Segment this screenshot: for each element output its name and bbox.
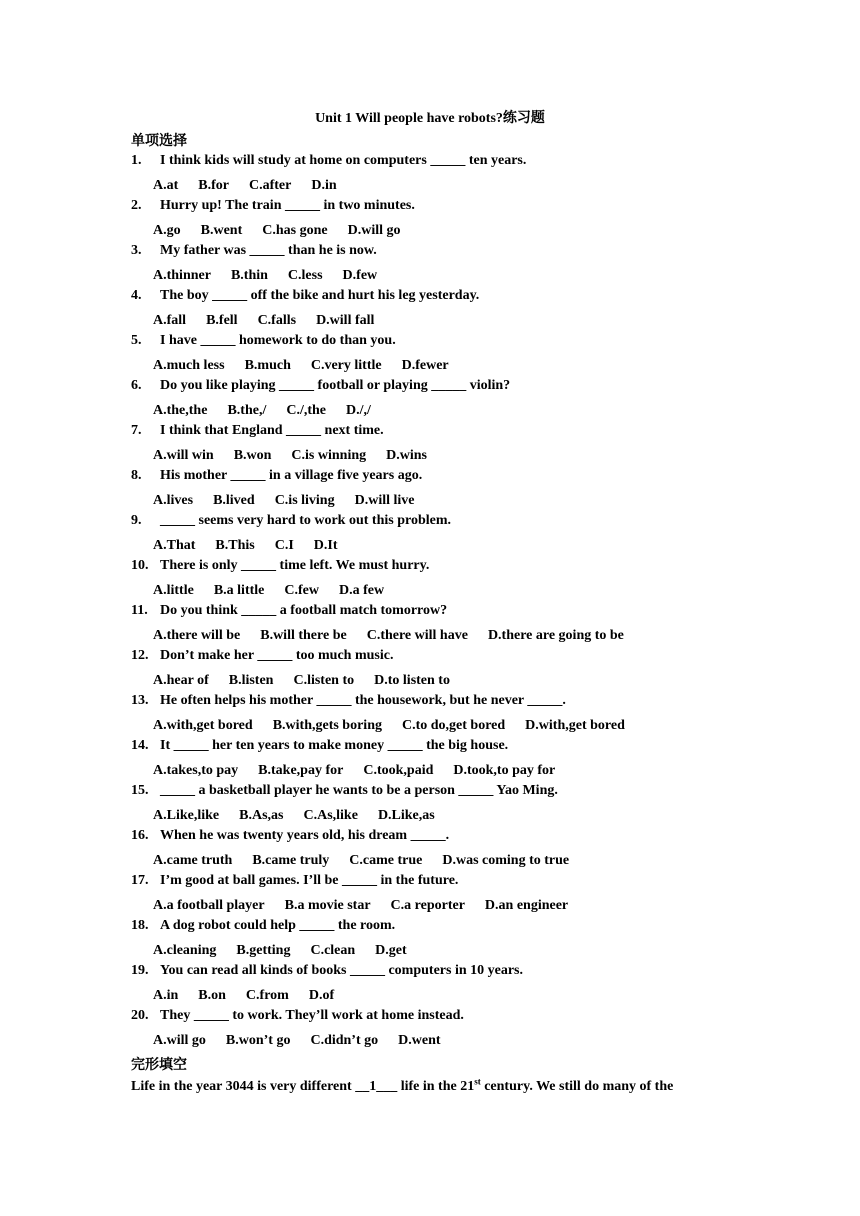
answer-option: D.was coming to true [442,853,570,868]
answer-option: B.won’t go [225,1033,291,1048]
question-stem [131,1007,464,1025]
answer-option: D.in [311,178,337,193]
question-item [131,557,771,602]
answer-option: B.went [200,223,243,238]
question-item [131,692,771,737]
answer-option: A.with,get bored [153,718,253,733]
answer-options [153,672,470,690]
answer-option: C.very little [310,358,382,373]
question-item [131,872,771,917]
answer-option: A.lives [153,493,194,508]
answer-options [153,177,357,195]
question-item [131,377,771,422]
answer-option: C.came true [349,853,423,868]
question-text: I think that England _____ next time. [160,423,384,438]
question-number: 1. [131,153,142,168]
answer-option: B.with,gets boring [272,718,382,733]
question-text: You can read all kinds of books _____ computers in 10 years. [160,963,524,978]
answer-option: A.fall [153,313,187,328]
answer-option: B.for [198,178,229,193]
cloze-passage [131,1078,673,1096]
question-stem [131,287,479,305]
question-stem [131,467,422,485]
question-stem [131,377,510,395]
answer-option: B.much [244,358,291,373]
question-text: My father was _____ than he is now. [160,243,377,258]
answer-option: D.Like,as [377,808,435,823]
question-text: Don’t make her _____ too much music. [160,648,394,663]
question-item [131,422,771,467]
answer-options [153,582,404,600]
answer-option: B.came truly [252,853,330,868]
answer-option: D.there are going to be [487,628,624,643]
answer-option: D.fewer [401,358,449,373]
question-item [131,287,771,332]
answer-options [153,717,645,735]
question-item [131,827,771,872]
answer-option: A.cleaning [153,943,217,958]
answer-option: D./,/ [346,403,371,418]
question-number: 20. [131,1008,149,1023]
answer-option: C.less [287,268,323,283]
section-heading-multiple-choice: 单项选择 [131,134,187,149]
answer-option: A.takes,to pay [153,763,239,778]
answer-options [153,267,397,285]
answer-option: D.to listen to [374,673,450,688]
question-list [131,152,771,1052]
answer-option: B.thin [230,268,268,283]
section-heading-cloze: 完形填空 [131,1058,187,1073]
question-stem [131,197,415,215]
question-number: 9. [131,513,142,528]
answer-option: D.wins [386,448,427,463]
answer-option: C./,the [286,403,326,418]
answer-option: C.from [245,988,289,1003]
question-number: 16. [131,828,149,843]
answer-option: D.will fall [316,313,375,328]
question-item [131,917,771,962]
passage-text-part2: century. We still do many of the [480,1079,674,1094]
question-item [131,962,771,1007]
question-text: It _____ her ten years to make money _____ the big house. [160,738,509,753]
answer-option: D.will live [354,493,415,508]
question-stem [131,827,449,845]
question-stem [131,917,395,935]
passage-text-part1: Life in the year 3044 is very different __1___ life in the 21 [131,1079,475,1094]
answer-option: A.Like,like [153,808,220,823]
question-item [131,512,771,557]
question-item [131,467,771,512]
answer-option: A.will go [153,1033,206,1048]
answer-option: C.there will have [366,628,468,643]
answer-option: A.at [153,178,179,193]
answer-option: D.with,get bored [525,718,625,733]
question-stem [131,962,523,980]
answer-options [153,537,358,555]
answer-options [153,942,427,960]
question-item [131,242,771,287]
question-item [131,782,771,827]
question-stem [131,602,447,620]
document-title: Unit 1 Will people have robots?练习题 [315,111,545,126]
answer-option: C.took,paid [363,763,434,778]
answer-option: B.the,/ [227,403,267,418]
question-item [131,152,771,197]
answer-option: D.went [398,1033,441,1048]
question-stem [131,242,377,260]
question-stem [131,422,384,440]
answer-option: B.a movie star [284,898,371,913]
answer-option: A.will win [153,448,214,463]
answer-option: D.get [375,943,407,958]
question-item [131,197,771,242]
answer-option: C.has gone [262,223,328,238]
question-stem [131,737,508,755]
question-number: 8. [131,468,142,483]
question-text: Do you think _____ a football match tomorrow? [160,603,448,618]
question-number: 10. [131,558,149,573]
question-number: 12. [131,648,149,663]
answer-option: C.listen to [293,673,355,688]
answer-option: D.took,to pay for [453,763,556,778]
answer-option: C.is winning [291,448,367,463]
answer-option: A.there will be [153,628,241,643]
answer-option: C.to do,get bored [401,718,506,733]
question-stem [131,557,429,575]
question-stem [131,692,566,710]
answer-options [153,897,588,915]
answer-options [153,222,421,240]
answer-option: D.of [308,988,335,1003]
answer-options [153,987,354,1005]
question-stem [131,332,396,350]
question-stem [131,782,558,800]
answer-options [153,447,447,465]
answer-option: B.As,as [239,808,284,823]
answer-option: B.lived [213,493,255,508]
answer-option: A.came truth [153,853,233,868]
question-text: His mother _____ in a village five years ago. [160,468,423,483]
question-number: 15. [131,783,149,798]
answer-options [153,1032,461,1050]
question-item [131,1007,771,1052]
question-number: 17. [131,873,149,888]
question-number: 13. [131,693,149,708]
answer-option: D.It [313,538,338,553]
answer-option: B.This [215,538,255,553]
answer-option: D.a few [338,583,385,598]
answer-options [153,807,455,825]
question-number: 5. [131,333,142,348]
answer-option: D.few [342,268,378,283]
question-number: 6. [131,378,142,393]
question-text: Do you like playing _____ football or playing _____ violin? [160,378,511,393]
question-text: I have _____ homework to do than you. [160,333,396,348]
question-number: 19. [131,963,149,978]
passage-superscript: st [474,1076,481,1087]
question-number: 18. [131,918,149,933]
answer-option: A.much less [153,358,225,373]
answer-option: A.the,the [153,403,208,418]
question-number: 7. [131,423,142,438]
answer-option: A.go [153,223,181,238]
question-text: When he was twenty years old, his dream _____. [160,828,450,843]
answer-options [153,357,469,375]
answer-options [153,492,434,510]
question-text: Hurry up! The train _____ in two minutes. [160,198,415,213]
answer-option: D.will go [347,223,401,238]
answer-option: B.won [233,448,272,463]
answer-options [153,312,394,330]
question-item [131,602,771,647]
answer-option: C.clean [310,943,356,958]
question-text: _____ seems very hard to work out this problem. [160,513,452,528]
answer-option: C.didn’t go [310,1033,379,1048]
question-number: 2. [131,198,142,213]
answer-option: C.is living [274,493,335,508]
question-stem [131,647,393,665]
answer-option: C.a reporter [390,898,465,913]
question-text: The boy _____ off the bike and hurt his leg yesterday. [160,288,480,303]
question-item [131,332,771,377]
answer-option: A.a football player [153,898,265,913]
answer-option: B.will there be [260,628,347,643]
answer-option: B.on [198,988,226,1003]
answer-options [153,852,589,870]
answer-option: A.hear of [153,673,209,688]
question-text: I think kids will study at home on computers _____ ten years. [160,153,527,168]
answer-option: B.fell [206,313,238,328]
answer-options [153,402,391,420]
answer-option: B.listen [228,673,274,688]
answer-option: A.thinner [153,268,211,283]
answer-option: D.an engineer [484,898,569,913]
question-text: They _____ to work. They’ll work at home instead. [160,1008,464,1023]
question-stem [131,152,526,170]
question-text: _____ a basketball player he wants to be a person _____ Yao Ming. [160,783,558,798]
question-item [131,737,771,782]
answer-options [153,627,644,645]
answer-option: C.As,like [303,808,358,823]
question-stem [131,512,451,530]
answer-options [153,762,575,780]
question-number: 3. [131,243,142,258]
question-stem [131,872,458,890]
question-text: I’m good at ball games. I’ll be _____ in the future. [160,873,459,888]
answer-option: C.falls [257,313,297,328]
answer-option: A.That [153,538,196,553]
question-number: 11. [131,603,148,618]
question-text: There is only _____ time left. We must hurry. [160,558,430,573]
question-number: 14. [131,738,149,753]
answer-option: B.a little [213,583,265,598]
answer-option: B.getting [236,943,291,958]
answer-option: A.little [153,583,194,598]
question-text: A dog robot could help _____ the room. [160,918,396,933]
answer-option: C.I [274,538,294,553]
question-item [131,647,771,692]
question-number: 4. [131,288,142,303]
answer-option: B.take,pay for [258,763,344,778]
answer-option: A.in [153,988,179,1003]
question-text: He often helps his mother _____ the housework, but he never _____. [160,693,566,708]
answer-option: C.few [284,583,319,598]
answer-option: C.after [249,178,292,193]
